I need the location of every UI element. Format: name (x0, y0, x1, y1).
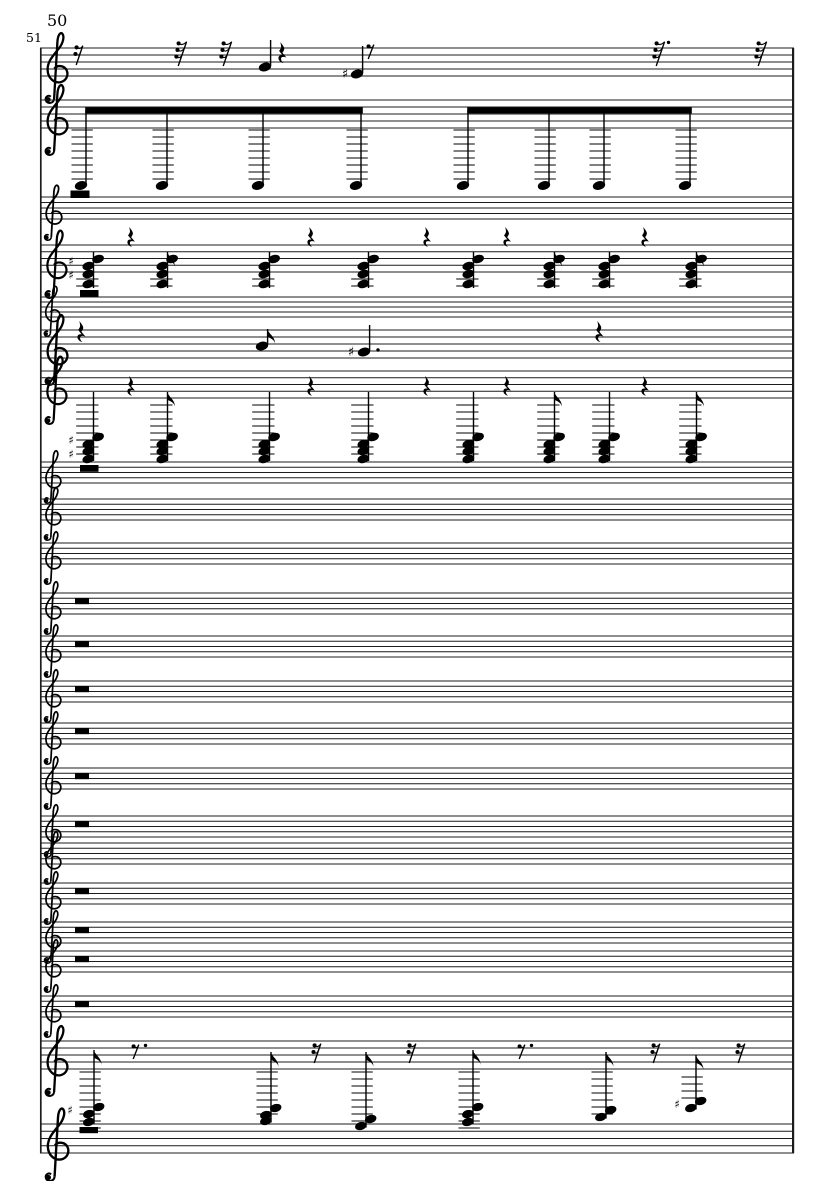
measure-number-51: 51 (26, 30, 42, 45)
treble-clef-icon (46, 1109, 69, 1181)
tremolo-note (347, 110, 368, 191)
low-chord-eighth-note (352, 1052, 378, 1131)
sixteenth-rest-icon (650, 1043, 659, 1063)
tremolo-note (676, 110, 697, 191)
staff-23 (40, 1109, 794, 1181)
whole-rest-icon (75, 956, 89, 962)
augmentation-dot (530, 1044, 533, 1047)
whole-rest-icon (75, 821, 89, 827)
whole-rest-icon (75, 927, 89, 933)
whole-rest-icon (75, 641, 89, 647)
chord (592, 392, 621, 465)
eighth-flag-icon (94, 1050, 102, 1066)
quarter-rest-icon (641, 227, 649, 247)
sharp-icon: ♯ (68, 433, 74, 448)
chord (351, 252, 380, 290)
square-note-head (80, 465, 99, 472)
staves (40, 33, 794, 1181)
rest-hook-dot (367, 44, 371, 48)
eighth-flag-icon (696, 1055, 704, 1071)
square-note-head (80, 290, 99, 297)
chord (456, 392, 485, 465)
rest-hook-dot (652, 55, 656, 59)
eighth-flag-icon (606, 1052, 614, 1068)
staff-4 (40, 231, 794, 298)
beam (467, 107, 692, 113)
rest-hook-dot (518, 1044, 522, 1048)
whole-rest-icon (75, 773, 89, 779)
sixteenth-rest-icon (311, 1043, 320, 1063)
rest-hook-dot (220, 48, 224, 52)
dotted-eighth-rest-icon (518, 1044, 534, 1059)
quarter-rest-icon (127, 376, 135, 396)
beam (85, 107, 363, 113)
low-chord-eighth-note (257, 1052, 283, 1126)
chord (592, 252, 621, 290)
rest-hook-dot (174, 55, 178, 59)
rest-hook-dot (73, 52, 77, 56)
rest-hook-dot (754, 55, 758, 59)
square-note-head (71, 191, 90, 199)
staff-8 (40, 451, 794, 503)
eighth-flag-icon (366, 1052, 374, 1068)
staff-19 (40, 911, 794, 963)
chord (351, 392, 380, 465)
rest-hook-dot (406, 1050, 410, 1054)
measure-number-50: 50 (47, 11, 68, 30)
staff-22 (40, 1026, 794, 1096)
staff-11 (40, 582, 794, 634)
chord (252, 392, 281, 465)
staff-10 (40, 532, 794, 584)
chord (252, 252, 281, 290)
quarter-rest-icon (77, 321, 85, 342)
quarter-rest-icon (278, 42, 286, 63)
chord (679, 392, 708, 465)
rest-hook-dot (313, 1043, 317, 1047)
treble-clef-icon (44, 940, 60, 992)
tremolo-note (153, 110, 174, 191)
rest-hook-dot (755, 48, 759, 52)
quarter-rest-icon (503, 227, 511, 247)
sharp-icon: ♯ (68, 254, 74, 269)
quarter-rest-icon (307, 227, 315, 247)
sharp-icon: ♯ (347, 345, 355, 361)
rest-hook-dot (311, 1050, 315, 1054)
chord (537, 252, 566, 290)
tremolo-note (249, 110, 270, 191)
staff-7 (40, 357, 794, 424)
eighth-rest-icon (367, 44, 374, 59)
treble-clef-icon (44, 488, 60, 540)
tremolo-note (590, 110, 611, 191)
staff-17 (40, 832, 794, 884)
chord (68, 392, 105, 472)
quarter-rest-icon (307, 376, 315, 396)
augmentation-dot (667, 41, 670, 44)
rest-hook-dot (75, 45, 79, 49)
staff-5 (40, 286, 794, 336)
quarter-note (258, 40, 272, 73)
sharp-icon: ♯ (68, 447, 74, 462)
rest-hook-dot (132, 1044, 136, 1048)
rest-hook-dot (655, 41, 659, 45)
dotted-eighth-rest-icon (132, 1044, 148, 1059)
chord (679, 252, 708, 290)
staff-12 (40, 625, 794, 677)
staff-1 (40, 33, 794, 103)
rest-hook-dot (757, 41, 761, 45)
rest-hook-dot (653, 48, 657, 52)
low-chord-eighth-note (674, 1055, 707, 1113)
rest-hook-dot (737, 1043, 741, 1047)
tremolo-note (454, 110, 475, 191)
eighth-note (255, 329, 275, 352)
augmentation-dot (376, 348, 379, 351)
sharp-icon: ♯ (674, 1097, 680, 1112)
staff-16 (40, 805, 794, 857)
staff-21 (40, 985, 794, 1037)
rest-hook-dot (219, 55, 223, 59)
rest-hook-dot (175, 48, 179, 52)
rest-hook-dot (652, 1043, 656, 1047)
chord (537, 392, 566, 465)
chord (456, 252, 485, 290)
row-chords-a (68, 227, 708, 297)
eighth-flag-icon (271, 1052, 279, 1068)
quarter-rest-icon (423, 227, 431, 247)
sixteenth-rest-icon (406, 1043, 415, 1063)
staff-3 (40, 185, 794, 240)
sixteenth-rest-icon (735, 1043, 744, 1063)
rest-hook-dot (735, 1050, 739, 1054)
staff-6 (40, 315, 794, 385)
row-bass-notes (67, 1043, 745, 1133)
quarter-rest-icon (503, 376, 511, 396)
square-note-head (80, 1127, 99, 1133)
low-chord-eighth-note (592, 1052, 618, 1122)
whole-rest-icon (75, 888, 89, 894)
tremolo-note (71, 110, 93, 198)
sharp-icon: ♯ (68, 268, 74, 283)
staff-15 (40, 757, 794, 809)
rest-hook-dot (177, 41, 181, 45)
whole-rest-icon (75, 686, 89, 692)
whole-rest-icon (75, 728, 89, 734)
sharp-icon: ♯ (341, 67, 349, 83)
rest-hook-dot (650, 1050, 654, 1054)
beam-group (454, 107, 697, 191)
sharp-icon: ♯ (67, 1103, 73, 1118)
staff-14 (40, 712, 794, 764)
whole-rest-icon (75, 598, 89, 604)
eighth-flag-icon (473, 1050, 481, 1066)
quarter-note (350, 46, 364, 80)
rest-hook-dot (408, 1043, 412, 1047)
quarter-rest-icon (641, 376, 649, 396)
chord (150, 252, 179, 290)
row-chords-b (68, 376, 708, 472)
treble-clef-icon (45, 357, 66, 424)
staff-20 (40, 940, 794, 992)
quarter-rest-icon (127, 227, 135, 247)
tremolo-note (535, 110, 556, 191)
rest-hook-dot (222, 41, 226, 45)
quarter-rest-icon (595, 321, 603, 342)
staff-18 (40, 872, 794, 924)
staff-9 (40, 488, 794, 540)
augmentation-dot (144, 1044, 147, 1047)
staff-13 (40, 670, 794, 722)
chord (150, 392, 179, 465)
quarter-rest-icon (423, 376, 431, 396)
row-melody (77, 321, 603, 360)
whole-rest-icon (75, 1001, 89, 1007)
